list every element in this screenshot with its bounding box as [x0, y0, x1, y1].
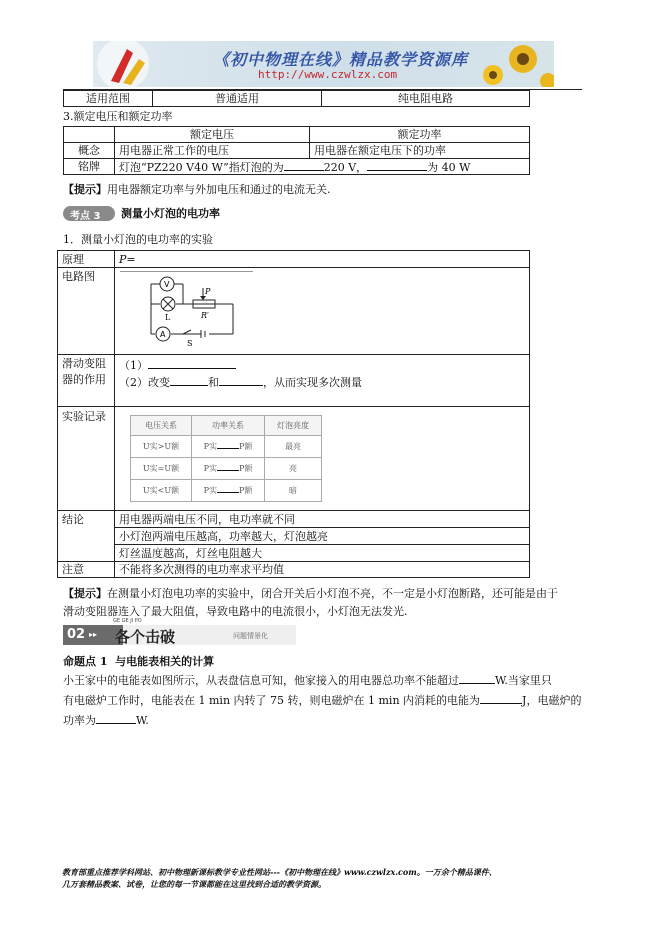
conclusion-label: 结论	[58, 511, 115, 562]
problem-line3	[63, 711, 581, 731]
rated-plate-cell	[115, 159, 530, 175]
voltmeter-symbol: V	[164, 280, 170, 289]
circuit-label: 电路图	[58, 268, 115, 355]
conclusion-1: 用电器两端电压不同，电功率就不同	[115, 511, 530, 528]
rheostat-symbol: R′	[201, 311, 209, 320]
record-row3-p-left: P实	[203, 486, 217, 495]
problem-p5: 功率为	[63, 714, 96, 727]
circuit-diagram	[143, 274, 243, 354]
record-row2-power	[192, 458, 265, 480]
experiment-table	[57, 250, 530, 578]
plate-val1: 220 V	[323, 161, 357, 174]
record-row3-p-right: P额	[239, 486, 253, 495]
kaodian-badge-text: 考点 3	[70, 211, 101, 222]
rheostat-item2-b: 和	[208, 376, 219, 389]
section02-subtitle: 问题情景化	[233, 632, 268, 640]
plate-sep: ，	[356, 161, 368, 174]
problem-line2	[63, 691, 581, 711]
mingti-title: 与电能表相关的计算	[115, 655, 215, 668]
tip1	[63, 183, 331, 196]
section3-heading: 3.额定电压和额定功率	[63, 110, 173, 123]
record-cell	[115, 407, 530, 511]
record-row3-blank	[217, 484, 239, 493]
record-label: 实验记录	[58, 407, 115, 511]
rheostat-item1-text: （1）	[119, 359, 148, 372]
experiment-heading: 1．测量小灯泡的电功率的实验	[63, 233, 213, 246]
footer-line2: 几万套精品教案、试卷，让您的每一节课都能在这里找到合适的教学资源。	[62, 879, 326, 889]
plate-text2: 为 40 W	[427, 161, 471, 174]
rheostat-blank1	[148, 357, 236, 369]
section02-bar	[63, 618, 296, 646]
kaodian-title: 测量小灯泡的电功率	[121, 207, 220, 220]
rheostat-item2	[119, 374, 525, 391]
principle-value: P=	[115, 251, 530, 268]
problem-p4: J，电磁炉的	[522, 694, 582, 707]
rated-row-concept-label: 概念	[64, 143, 115, 159]
tip1-text: 用电器额定功率与外加电压和通过的电流无关.	[107, 183, 331, 196]
tip2-label: 【提示】	[63, 587, 107, 600]
problem-text	[63, 671, 581, 731]
problem-blank2	[480, 692, 522, 704]
scope-col2: 纯电阻电路	[322, 91, 530, 107]
record-row1-power	[192, 436, 265, 458]
banner-url: http://www.czwlzx.com	[258, 68, 398, 81]
problem-p2: W.当家里只	[495, 674, 552, 687]
section02-title: 各个击破	[115, 628, 176, 646]
record-row	[131, 436, 322, 458]
tip2-line2: 滑动变阻器连入了最大阻值，导致电路中的电流很小，小灯泡无法发光.	[63, 605, 408, 618]
mingti-heading	[63, 655, 214, 668]
switch-symbol: S	[187, 339, 193, 348]
rheostat-label: 滑动变阻器的作用	[58, 355, 115, 407]
record-row2-blank	[217, 462, 239, 471]
record-inner-table	[130, 415, 322, 502]
tip2-line1	[63, 585, 558, 603]
scope-col1: 普通适用	[153, 91, 322, 107]
problem-p1: 小王家中的电能表如图所示，从表盘信息可知，他家接入的用电器总功率不能超过	[63, 674, 459, 687]
record-row1-p-right: P额	[239, 442, 253, 451]
conclusion-2: 小灯泡两端电压越高，功率越大，灯泡越亮	[115, 528, 530, 545]
rated-row-plate-label: 铭牌	[64, 159, 115, 175]
lamp-symbol: L	[165, 313, 171, 322]
footer-line1: 教育部重点推荐学科网站、初中物理新课标教学专业性网站---《初中物理在线》www.czwlzx.com。一万余个精品课件、	[62, 867, 497, 877]
header-banner	[93, 41, 554, 87]
rated-concept-voltage: 用电器正常工作的电压	[115, 143, 310, 159]
record-row2-p-right: P额	[239, 464, 253, 473]
plate-blank2	[367, 159, 427, 171]
rheostat-cell	[115, 355, 530, 407]
slider-symbol: P	[205, 287, 211, 296]
problem-blank3	[96, 712, 136, 724]
rated-corner	[64, 127, 115, 143]
banner-title: 《初中物理在线》精品教学资源库	[213, 50, 469, 69]
rheostat-blank2	[170, 374, 208, 386]
problem-p6: W.	[136, 714, 149, 727]
kaodian-badge	[63, 206, 115, 221]
record-row2-p-left: P实	[203, 464, 217, 473]
section02-number: 02	[67, 627, 86, 642]
record-row1-brightness: 最亮	[265, 436, 322, 458]
rated-concept-power: 用电器在额定电压下的功率	[310, 143, 530, 159]
section02-pinyin: GE GE JI PO	[113, 618, 142, 624]
record-row	[131, 458, 322, 480]
scope-table	[63, 90, 530, 107]
scope-label: 适用范围	[64, 91, 153, 107]
record-row1-blank	[217, 440, 239, 449]
rated-table	[63, 126, 530, 175]
note-value: 不能将多次测得的电功率求平均值	[115, 562, 530, 578]
problem-blank1	[459, 672, 495, 684]
plate-text1: 灯泡“PZ220 V40 W”指灯泡的为	[119, 161, 284, 174]
section02-arrow-icon: ▸▸	[89, 630, 98, 639]
rheostat-item2-a: （2）改变	[119, 376, 170, 389]
mingti-label: 命题点 1	[63, 655, 108, 668]
conclusion-3: 灯丝温度越高，灯丝电阻越大	[115, 545, 530, 562]
principle-label: 原理	[58, 251, 115, 268]
record-header-power: 功率关系	[192, 416, 265, 436]
problem-line1	[63, 671, 581, 691]
record-row	[131, 480, 322, 502]
rated-header-power: 额定功率	[310, 127, 530, 143]
record-row1-voltage: U实>U额	[131, 436, 192, 458]
record-row3-brightness: 暗	[265, 480, 322, 502]
rheostat-item2-c: ，从而实现多次测量	[263, 376, 362, 389]
note-label: 注意	[58, 562, 115, 578]
record-header-voltage: 电压关系	[131, 416, 192, 436]
circuit-cell	[115, 268, 530, 355]
record-row2-brightness: 亮	[265, 458, 322, 480]
problem-p3: 有电磁炉工作时，电能表在 1 min 内转了 75 转，则电磁炉在 1 min 内消耗的电能为	[63, 694, 481, 707]
record-row1-p-left: P实	[203, 442, 217, 451]
record-row3-power	[192, 480, 265, 502]
tip2	[63, 585, 558, 621]
rated-header-voltage: 额定电压	[115, 127, 310, 143]
circuit-underline	[120, 271, 253, 272]
tip2-line1-text: 在测量小灯泡电功率的实验中，闭合开关后小灯泡不亮，不一定是小灯泡断路，还可能是由于	[107, 587, 558, 600]
tip1-label: 【提示】	[63, 183, 107, 196]
rheostat-blank3	[219, 374, 263, 386]
record-header-brightness: 灯泡亮度	[265, 416, 322, 436]
footer	[62, 866, 497, 890]
rheostat-arrow	[200, 296, 206, 300]
record-row3-voltage: U实<U额	[131, 480, 192, 502]
ammeter-symbol: A	[160, 330, 166, 339]
plate-blank1	[284, 159, 324, 171]
rheostat-item1	[119, 357, 525, 374]
record-row2-voltage: U实=U额	[131, 458, 192, 480]
